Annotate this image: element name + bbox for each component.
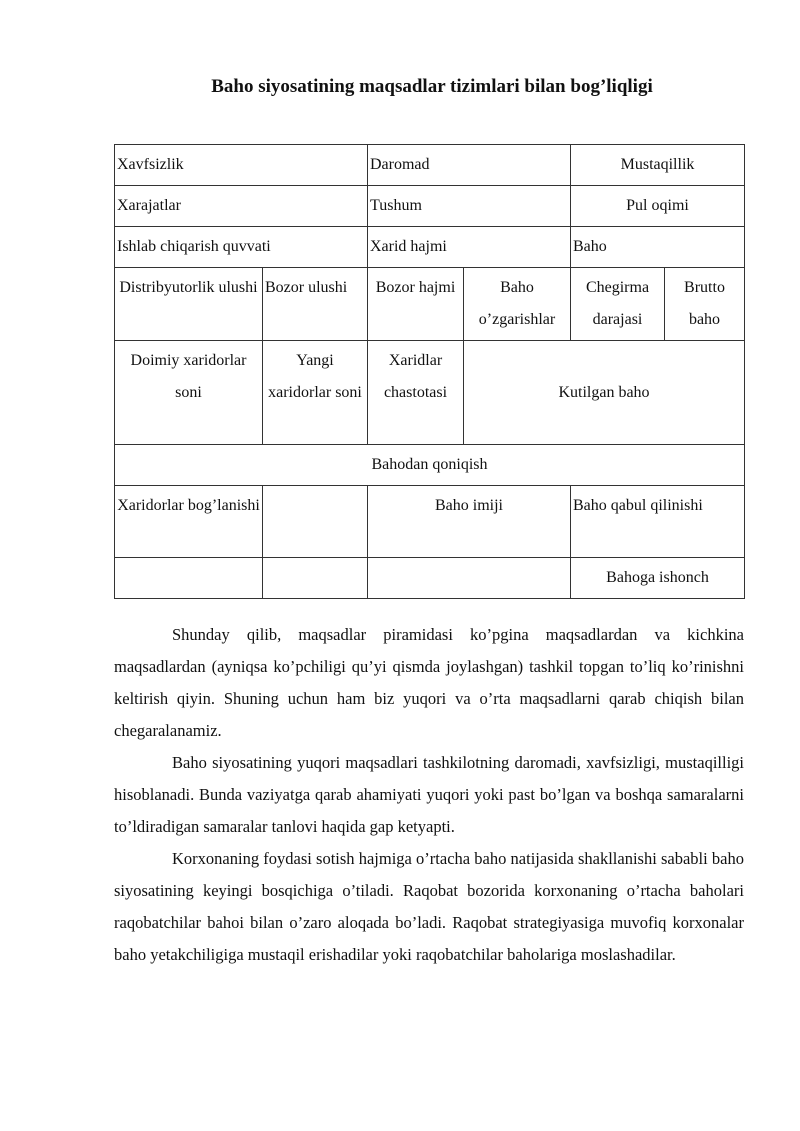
table-cell [263, 486, 368, 558]
paragraph: Korxonaning foydasi sotish hajmiga o’rtacha baho natijasida shakllanishi sababli baho siyosatining keyingi bosqichiga o’tiladi. Raqobat bozorida korxonaning o’rtacha baholari raqobatchilar bahoi bilan o’zaro aloqada bo’ladi. Raqobat strategiyasiga muvofiq korxonalar baho yetakchiligiga mustaqil erishadilar yoki raqobatchilar baholariga moslashadilar. [114, 849, 744, 964]
table-cell: Brutto baho [665, 268, 745, 341]
table-cell [115, 558, 263, 599]
table-cell: Chegirma darajasi [571, 268, 665, 341]
table-cell: Bahoga ishonch [571, 558, 745, 599]
table-cell: Xaridlar chastotasi [368, 341, 464, 445]
table-cell: Doimiy xaridorlar soni [115, 341, 263, 445]
table-cell: Baho o’zgarishlar [464, 268, 571, 341]
table-row [115, 268, 745, 341]
table-cell: Daromad [368, 145, 571, 186]
table-cell: Kutilgan baho [464, 341, 745, 445]
table-row [115, 227, 745, 268]
table-cell [263, 558, 368, 599]
body-text [114, 619, 744, 971]
paragraph: Baho siyosatining yuqori maqsadlari tashkilotning daromadi, xavfsizligi, mustaqilligi hisoblanadi. Bunda vaziyatga qarab ahamiyati yuqori yoki past bo’lgan va boshqa samaralarni to’ldiradigan samaralar tanlovi haqida gap ketyapti. [114, 753, 744, 836]
goals-table [114, 144, 745, 599]
table-cell: Xarajatlar [115, 186, 368, 227]
table-cell: Xarid hajmi [368, 227, 571, 268]
table-cell: Baho imiji [368, 486, 571, 558]
table-cell: Tushum [368, 186, 571, 227]
table-cell: Distribyutorlik ulushi [115, 268, 263, 341]
table-cell: Pul oqimi [571, 186, 745, 227]
table-cell: Bozor ulushi [263, 268, 368, 341]
table-cell: Xavfsizlik [115, 145, 368, 186]
table-cell: Bahodan qoniqish [115, 445, 745, 486]
table-cell: Baho [571, 227, 745, 268]
table-row [115, 341, 745, 445]
table-row [115, 186, 745, 227]
table-cell: Yangi xaridorlar soni [263, 341, 368, 445]
table-row [115, 558, 745, 599]
document-title: Baho siyosatining maqsadlar tizimlari bilan bog’liqligi [211, 76, 653, 97]
table-cell: Mustaqillik [571, 145, 745, 186]
table-row [115, 486, 745, 558]
table-cell: Bozor hajmi [368, 268, 464, 341]
table-row [115, 445, 745, 486]
table-row [115, 145, 745, 186]
paragraph: Shunday qilib, maqsadlar piramidasi ko’pgina maqsadlardan va kichkina maqsadlardan (ayniqsa ko’pchiligi qu’yi qismda joylashgan) tashkil topgan to’liq ko’rinishni keltirish qiyin. Shuning uchun ham biz yuqori va o’rta maqsadlarni qarab chiqish bilan chegaralanamiz. [114, 625, 744, 740]
table-cell: Ishlab chiqarish quvvati [115, 227, 368, 268]
table-cell [368, 558, 571, 599]
table-cell: Baho qabul qilinishi [571, 486, 745, 558]
table-cell: Xaridorlar bog’lanishi [115, 486, 263, 558]
